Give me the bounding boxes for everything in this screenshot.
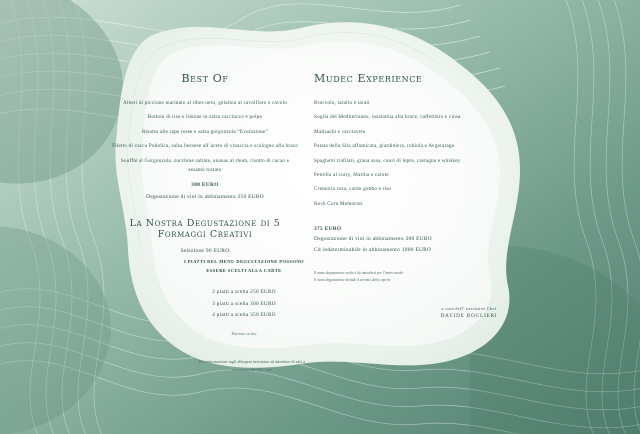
dish-item: Spaghetti trafilati, grana assa, cuori di lepre, castagna e whiskey [314, 157, 461, 164]
a-la-carte-block [180, 258, 308, 336]
dish-item: Soufflé al Gorgonzola, zucchine saltate, ananas al rhum, risotto di cacao e sesamo tostato [120, 157, 290, 174]
cheese-tasting-heading: La Nostra Degustazione di 5 Formaggi Creativi [129, 218, 281, 241]
a-la-carte-title: I PIATTI DEL MENU DEGUSTAZIONE POSSONO ESSERE SCELTI ALLA CARTE [183, 259, 305, 273]
dish-item: Malisachi e cacciavela [314, 128, 366, 135]
best-of-wine-pairing: Degustazione di vini in abbinamento 250 EURO [146, 194, 264, 201]
a-la-carte-row: 2 piatti a scelta 250 EURO [212, 289, 276, 296]
menu-note: Il menu degustazione scelto è da intendersi per l’intero tavolo [314, 270, 404, 275]
dish-item: Risotto alle rape rosse e salsa gorgonzola “Evoluzione” [141, 128, 268, 135]
mudec-premium-pairing: Cd indeterminabile in abbinamento 1000 EURO [314, 247, 432, 254]
best-of-column [112, 72, 298, 254]
dish-item: Filetto di vacca Podolica, salsa bernese all’aceto di vinaccia e scalogno alla brace [112, 143, 298, 150]
mudec-experience-column [314, 72, 510, 285]
best-of-heading: Best Of [181, 72, 229, 85]
dish-item: Alberi di piccione marinato al ribes nero, gelatina al cavolfiore e cavolo [122, 100, 288, 106]
a-la-carte-row: 3 piatti a scelta 300 EURO [212, 300, 276, 307]
mudec-experience-heading: Mudec Experience [314, 72, 423, 85]
mudec-price: 375 EURO [314, 225, 342, 232]
dish-item: Soglia del Mediterraneo, insalatina alla brace, caffettiera e vinsa [314, 114, 461, 121]
chef-name: DAVIDE BOGLIERI [440, 313, 498, 319]
chef-signature [404, 306, 534, 319]
dish-item: Petrella al curry, Martha e carote [314, 171, 389, 178]
mudec-price-block [314, 224, 510, 256]
dish-item: Patata della Sila affumicata, giardiniera, robiola e Avgotaraga [314, 143, 455, 150]
menu-notes [314, 270, 510, 285]
a-la-carte-note: Riservato escluse [231, 331, 257, 336]
dish-item: Bottoni di riso e limone in salsa cacciucco e polpo [147, 114, 263, 121]
dish-item: Broccolo, tarallo e tarali [314, 100, 370, 106]
cheese-tasting-price: Selezione 90 EURO [180, 248, 230, 255]
allergen-qr-note: Per informazioni sugli allergeni invitiamo ad attendere di sala a consultare dal QR Code [198, 359, 306, 373]
chef-role: a cura dell’ executive Chef [441, 306, 497, 311]
menu-note: Il menu degustazione include il servizio della coperte [314, 278, 391, 283]
mudec-wine-pairing: Degustazione di vini in abbinamento 300 EURO [314, 236, 432, 243]
best-of-price: 300 EURO [191, 182, 219, 189]
dish-item: Cremoria rosa, cardo gobbo e riso [314, 186, 392, 193]
a-la-carte-row: 4 piatti a scelta 350 EURO [212, 312, 276, 319]
dish-item: Rock Corn Memories [314, 200, 363, 207]
